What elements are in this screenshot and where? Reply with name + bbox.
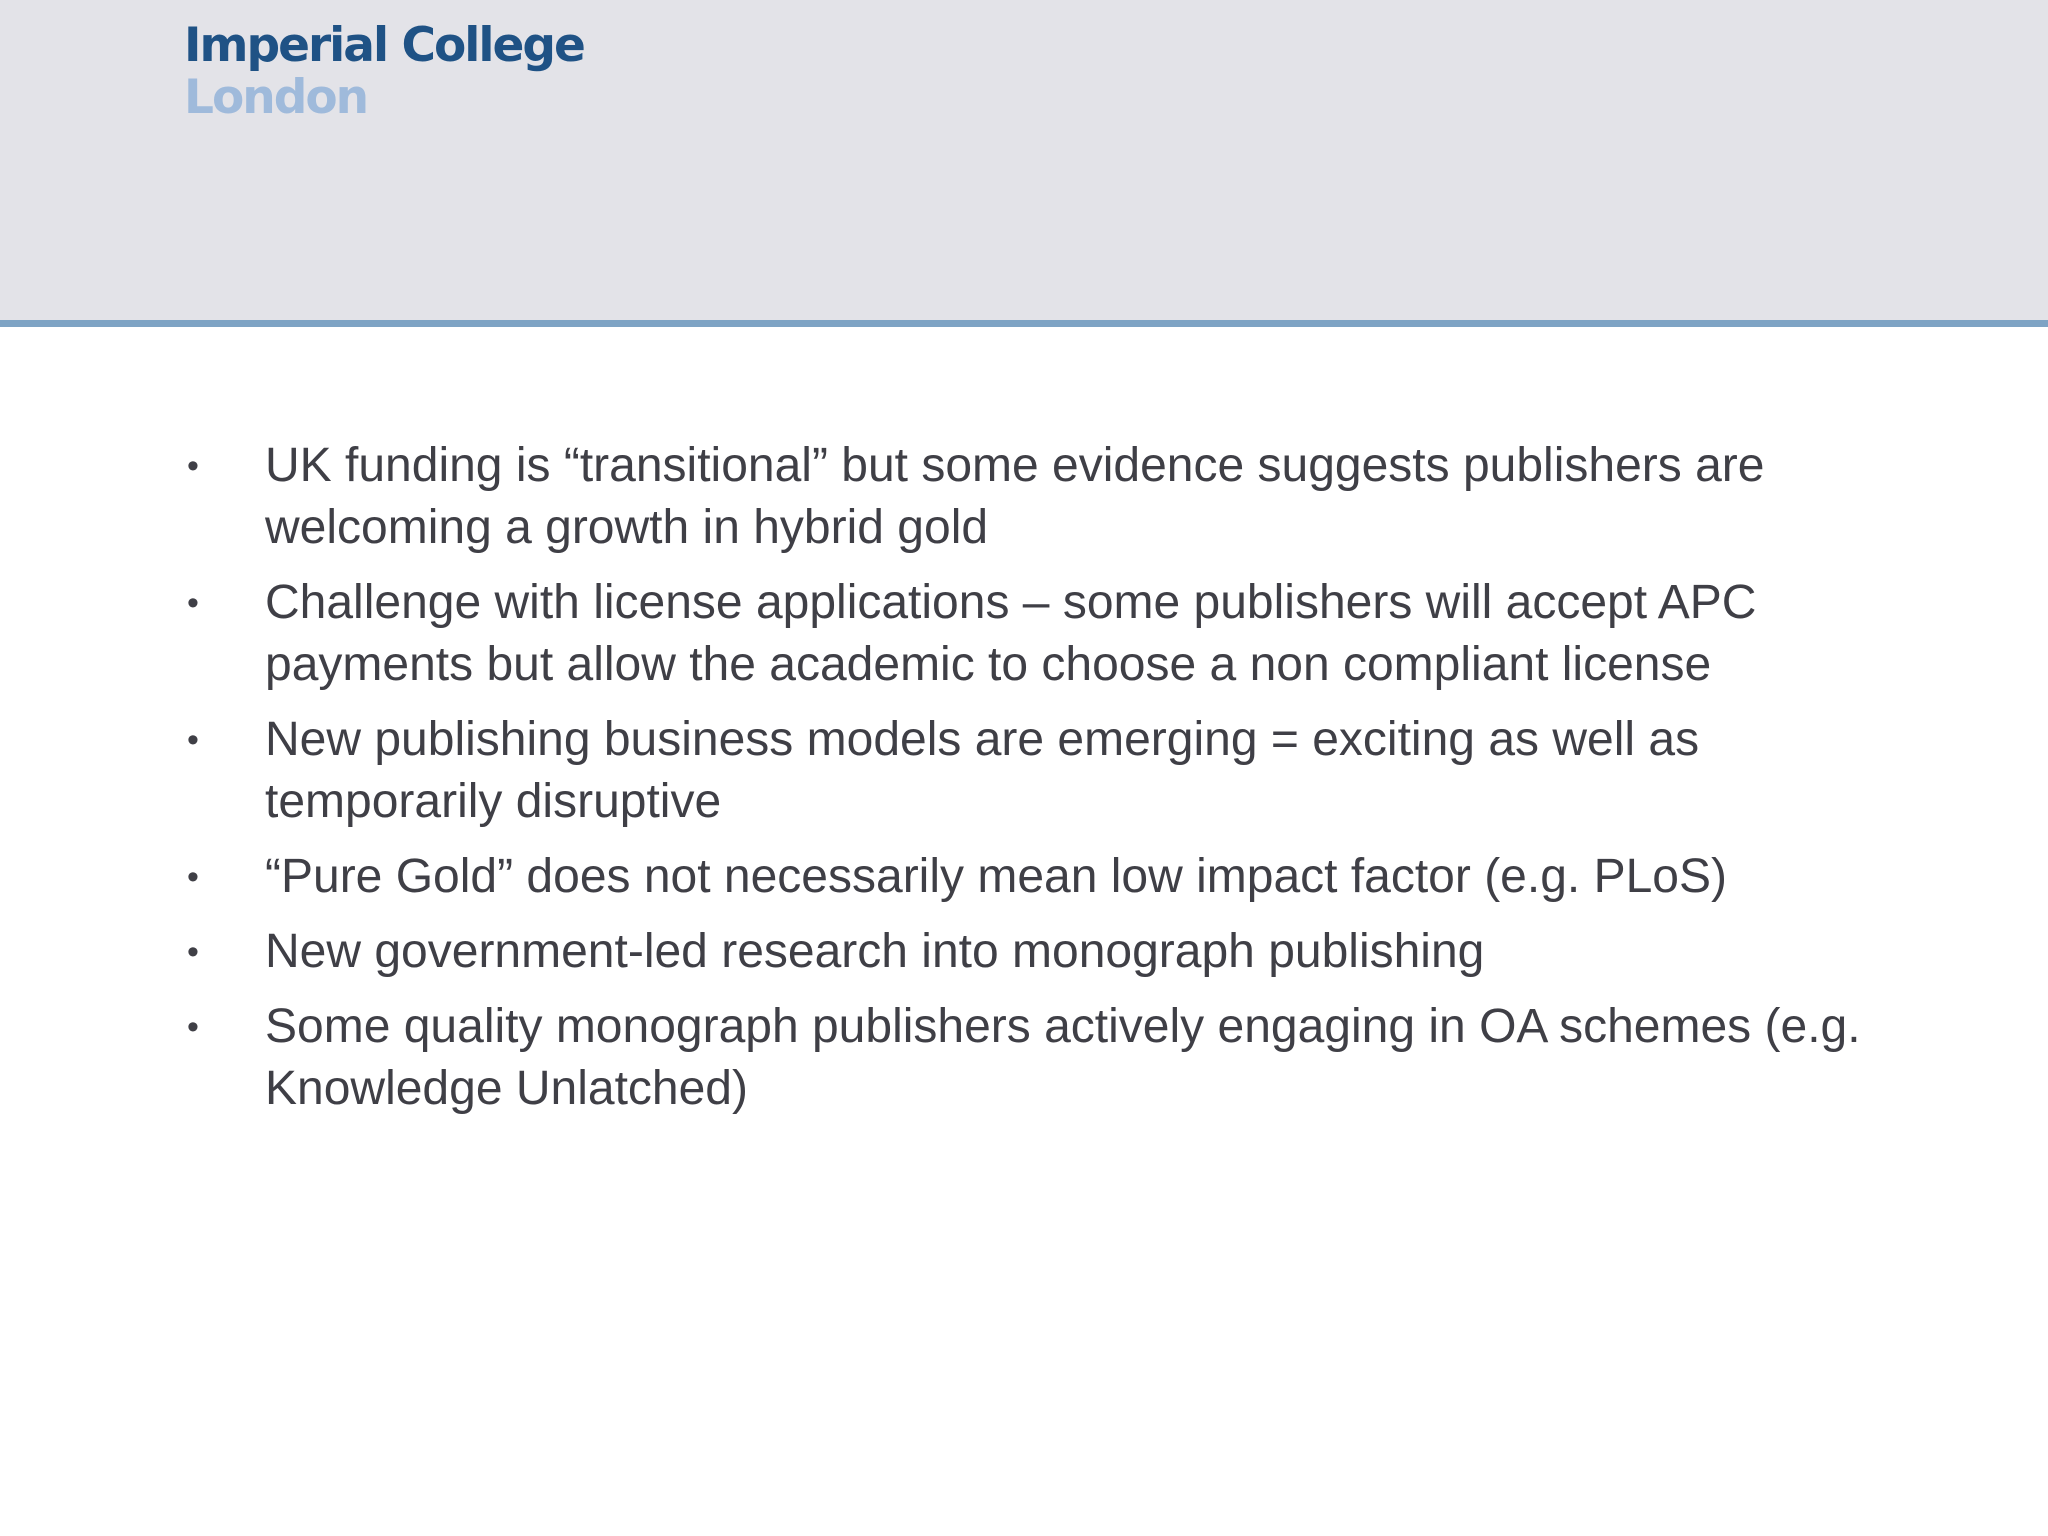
header-divider — [0, 320, 2048, 327]
bullet-icon: • — [187, 721, 199, 759]
logo-line-london: London — [184, 70, 368, 125]
bullet-text: UK funding is “transitional” but some evidence suggests publishers are welcoming a growth in hybrid gold — [265, 439, 1765, 554]
bullet-item — [184, 996, 1904, 1120]
bullet-text: New publishing business models are emerging = exciting as well as temporarily disruptive — [265, 713, 1700, 828]
bullet-icon: • — [187, 1008, 199, 1046]
bullet-text: New government-led research into monograph publishing — [265, 925, 1485, 978]
bullet-list — [184, 435, 1904, 1133]
bullet-icon: • — [187, 584, 199, 622]
bullet-icon: • — [187, 858, 199, 896]
bullet-item — [184, 921, 1904, 983]
bullet-item — [184, 572, 1904, 696]
bullet-text: Challenge with license applications – some publishers will accept APC payments but allow the academic to choose a non compliant license — [265, 576, 1757, 691]
bullet-text: “Pure Gold” does not necessarily mean low impact factor (e.g. PLoS) — [265, 850, 1727, 903]
bullet-icon: • — [187, 447, 199, 485]
bullet-text: Some quality monograph publishers actively engaging in OA schemes (e.g. Knowledge Unlatched) — [265, 1000, 1861, 1115]
bullet-item — [184, 435, 1904, 559]
imperial-college-logo — [184, 20, 584, 124]
bullet-item — [184, 709, 1904, 833]
bullet-icon: • — [187, 933, 199, 971]
bullet-item — [184, 846, 1904, 908]
logo-line-imperial-college: Imperial College — [184, 18, 584, 73]
